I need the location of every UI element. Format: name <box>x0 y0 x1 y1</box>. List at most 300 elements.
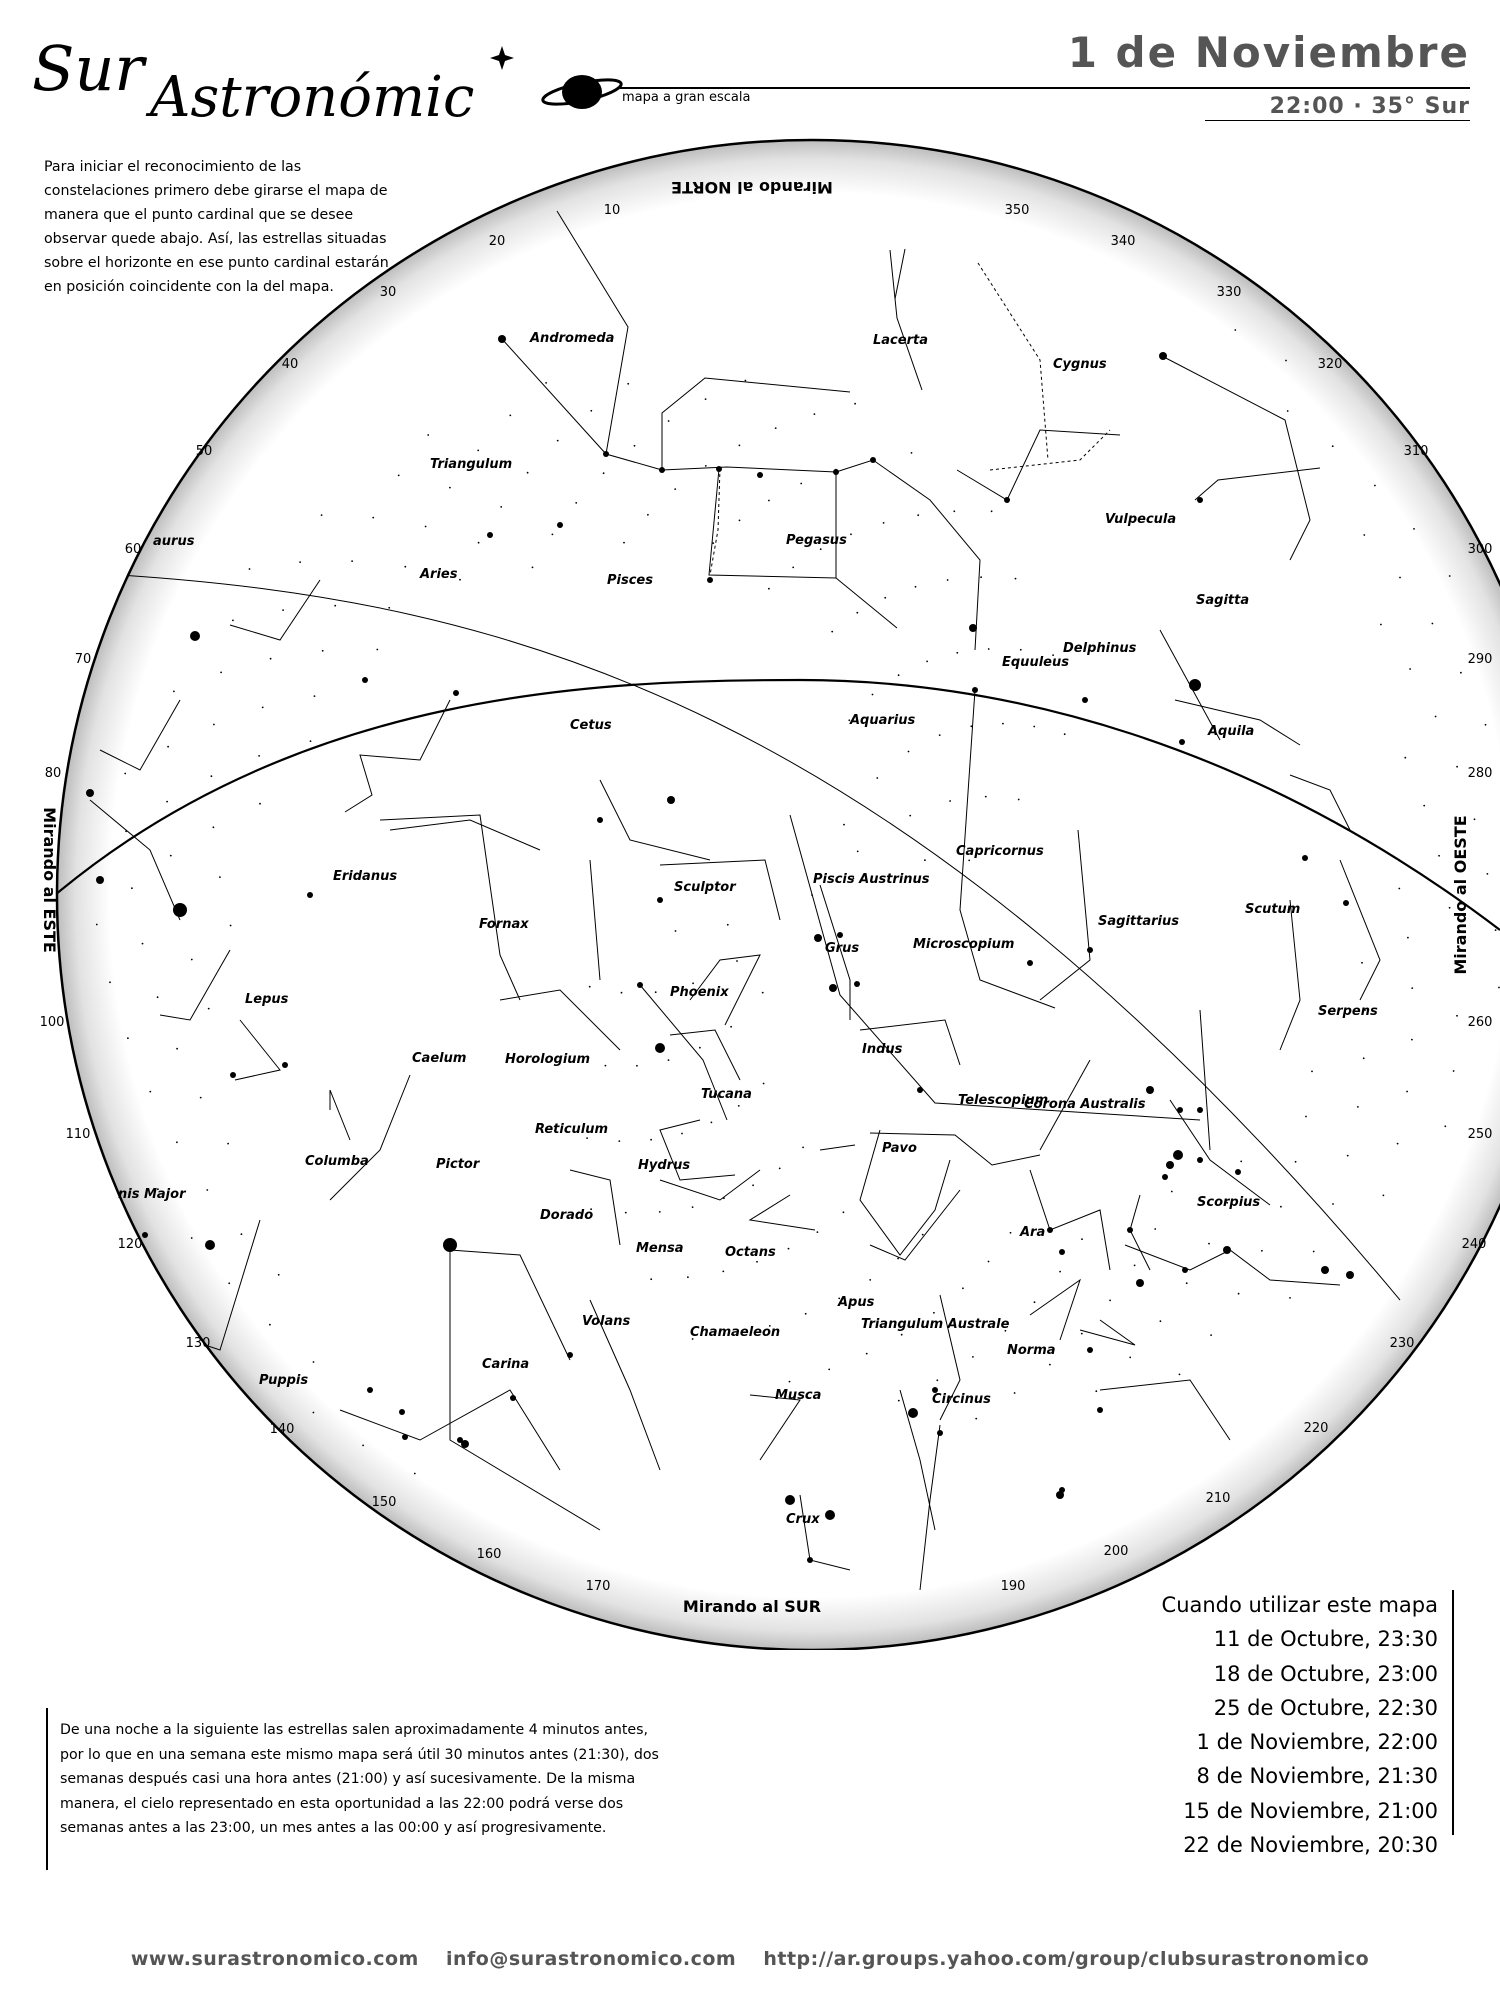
star <box>230 1072 236 1078</box>
faint-star <box>96 924 98 926</box>
star <box>1223 1246 1231 1254</box>
constellation-label: nis Major <box>118 1187 186 1202</box>
faint-star <box>1154 1228 1156 1230</box>
star <box>908 1408 918 1418</box>
faint-star <box>926 661 928 663</box>
faint-star <box>768 500 770 502</box>
faint-star <box>200 1097 202 1099</box>
faint-star <box>509 415 511 417</box>
faint-star <box>843 1211 845 1213</box>
faint-star <box>924 859 926 861</box>
star <box>1189 679 1201 691</box>
faint-star <box>1234 329 1236 331</box>
faint-star <box>850 533 852 535</box>
constellation-label: Octans <box>725 1245 776 1260</box>
faint-star <box>922 1234 924 1236</box>
usage-date: 8 de Noviembre, 21:30 <box>1196 1764 1438 1789</box>
constellation-label: Reticulum <box>535 1122 609 1137</box>
faint-star <box>351 560 353 562</box>
star <box>667 796 675 804</box>
star <box>1162 1174 1168 1180</box>
azimuth-tick-label: 10 <box>603 203 621 218</box>
faint-star <box>730 1026 732 1028</box>
footer-website-link[interactable]: www.surastronomico.com <box>130 1948 419 1970</box>
star <box>1087 947 1093 953</box>
faint-star <box>206 1189 208 1191</box>
azimuth-tick-label: 230 <box>1389 1336 1415 1351</box>
constellation-label: Circinus <box>932 1392 991 1407</box>
faint-star <box>1404 757 1406 759</box>
faint-star <box>404 566 406 568</box>
constellation-label: Telescopium <box>958 1093 1049 1108</box>
intro-paragraph: Para iniciar el reconocimiento de las constelaciones primero debe girarse el mapa de manera que el punto cardinal que se desee observar quede abajo. Así, las estrellas situadas sobre el horizonte en ese punto cardinal estarán en posición coincidente con la del mapa. <box>44 159 389 295</box>
star <box>597 817 603 823</box>
faint-star <box>545 382 547 384</box>
faint-star <box>191 1237 193 1239</box>
star <box>1197 1157 1203 1163</box>
faint-star <box>1095 1390 1097 1392</box>
faint-star <box>314 695 316 697</box>
star <box>837 932 843 938</box>
faint-star <box>820 548 822 550</box>
faint-star <box>884 597 886 599</box>
faint-star <box>500 506 502 508</box>
star <box>854 981 860 987</box>
faint-star <box>831 631 833 633</box>
faint-star <box>313 1361 315 1363</box>
faint-star <box>872 694 874 696</box>
azimuth-tick-label: 60 <box>124 542 142 557</box>
star <box>937 1430 943 1436</box>
constellation-label: Indus <box>862 1042 903 1057</box>
faint-star <box>220 672 222 674</box>
faint-star <box>1081 1333 1083 1335</box>
constellation-label: Chamaeleon <box>690 1325 781 1340</box>
faint-star <box>802 1147 804 1149</box>
faint-star <box>321 514 323 516</box>
star <box>829 984 837 992</box>
azimuth-tick-label: 150 <box>371 1495 397 1510</box>
azimuth-tick-label: 190 <box>1000 1579 1026 1594</box>
constellation-label: Grus <box>825 941 860 956</box>
usage-date: 1 de Noviembre, 22:00 <box>1196 1730 1438 1755</box>
faint-star <box>1332 1203 1334 1205</box>
star <box>96 876 104 884</box>
constellation-label: Phoenix <box>670 985 729 1000</box>
faint-star <box>650 1139 652 1141</box>
faint-star <box>866 1353 868 1355</box>
faint-star <box>1332 445 1334 447</box>
faint-star <box>788 1248 790 1250</box>
faint-star <box>1411 1039 1413 1041</box>
faint-star <box>259 803 261 805</box>
faint-star <box>1406 1091 1408 1093</box>
faint-star <box>621 992 623 994</box>
faint-star <box>647 514 649 516</box>
faint-star <box>857 851 859 853</box>
constellation-label: Andromeda <box>530 331 615 346</box>
azimuth-tick-label: 280 <box>1467 766 1493 781</box>
faint-star <box>1363 1057 1365 1059</box>
constellation-label: Sagitta <box>1196 593 1250 608</box>
faint-star <box>625 1212 627 1214</box>
faint-star <box>936 1379 938 1381</box>
azimuth-tick-label: 170 <box>585 1579 611 1594</box>
faint-star <box>1435 716 1437 718</box>
faint-star <box>1474 818 1476 820</box>
faint-star <box>956 652 958 654</box>
faint-star <box>527 472 529 474</box>
faint-star <box>124 773 126 775</box>
star <box>1159 352 1167 360</box>
constellation-label: Norma <box>1007 1343 1056 1358</box>
faint-star <box>477 450 479 452</box>
faint-star <box>157 996 159 998</box>
faint-star <box>173 691 175 693</box>
label-mirando-sur: Mirando al SUR <box>682 1597 822 1616</box>
azimuth-tick-label: 130 <box>185 1336 211 1351</box>
constellation-label: Ara <box>1020 1225 1046 1240</box>
constellation-label: Fornax <box>479 917 529 932</box>
faint-star <box>817 1231 819 1233</box>
faint-star <box>191 959 193 961</box>
faint-star <box>425 526 427 528</box>
star <box>1302 855 1308 861</box>
constellation-label: Horologium <box>505 1052 591 1067</box>
faint-star <box>334 605 336 607</box>
logo-subtitle: mapa a gran escala <box>622 90 751 105</box>
star <box>1166 1161 1174 1169</box>
logo-astronomic-text: Astronómic <box>150 65 475 128</box>
star <box>557 522 563 528</box>
star <box>1179 739 1185 745</box>
map-date-title: 1 de Noviembre <box>1067 28 1470 77</box>
faint-star <box>1413 528 1415 530</box>
faint-star <box>376 649 378 651</box>
faint-star <box>213 724 215 726</box>
star <box>190 631 200 641</box>
faint-star <box>1285 360 1287 362</box>
faint-star <box>636 1065 638 1067</box>
azimuth-tick-label: 140 <box>269 1422 295 1437</box>
faint-star <box>901 1334 903 1336</box>
faint-star <box>763 1083 765 1085</box>
constellation-label: Eridanus <box>333 869 398 884</box>
faint-star <box>908 751 910 753</box>
faint-star <box>909 815 911 817</box>
azimuth-tick-label: 220 <box>1303 1421 1329 1436</box>
faint-star <box>618 1140 620 1142</box>
faint-star <box>176 1141 178 1143</box>
faint-star <box>270 658 272 660</box>
faint-star <box>605 1065 607 1067</box>
star <box>307 892 313 898</box>
azimuth-tick-label: 260 <box>1467 1015 1493 1030</box>
azimuth-tick-label: 250 <box>1467 1127 1493 1142</box>
star <box>1197 1107 1203 1113</box>
azimuth-tick-label: 320 <box>1317 357 1343 372</box>
constellation-label: Piscis Austrinus <box>813 872 930 887</box>
faint-star <box>988 648 990 650</box>
faint-star <box>278 1274 280 1276</box>
star <box>1082 697 1088 703</box>
constellation-label: Cygnus <box>1053 357 1107 372</box>
star <box>1321 1266 1329 1274</box>
faint-star <box>586 1137 588 1139</box>
faint-star <box>1399 577 1401 579</box>
faint-star <box>705 465 707 467</box>
faint-star <box>1485 724 1487 726</box>
faint-star <box>898 674 900 676</box>
faint-star <box>1456 766 1458 768</box>
star <box>1004 497 1010 503</box>
constellation-label: Lacerta <box>873 333 928 348</box>
faint-star <box>1081 1238 1083 1240</box>
constellation-label: Aries <box>420 567 458 582</box>
usage-title: Cuando utilizar este mapa <box>1161 1593 1438 1617</box>
faint-star <box>752 1184 754 1186</box>
faint-star <box>299 561 301 563</box>
star <box>1346 1271 1354 1279</box>
azimuth-tick-label: 300 <box>1467 542 1493 557</box>
constellation-label: Columba <box>305 1154 369 1169</box>
azimuth-tick-label: 290 <box>1467 652 1493 667</box>
usage-date: 25 de Octubre, 22:30 <box>1213 1695 1438 1720</box>
star <box>498 335 506 343</box>
usage-rule <box>1452 1590 1454 1835</box>
star <box>657 897 663 903</box>
star <box>487 532 493 538</box>
faint-star <box>1361 962 1363 964</box>
faint-star <box>1015 578 1017 580</box>
faint-star <box>985 796 987 798</box>
faint-star <box>1186 1282 1188 1284</box>
constellation-label: Puppis <box>259 1373 309 1388</box>
faint-star <box>1210 1334 1212 1336</box>
faint-star <box>1409 668 1411 670</box>
faint-star <box>1002 723 1004 725</box>
faint-star <box>805 1313 807 1315</box>
star <box>785 1495 795 1505</box>
faint-star <box>372 517 374 519</box>
faint-star <box>727 924 729 926</box>
faint-star <box>980 576 982 578</box>
faint-star <box>854 403 856 405</box>
faint-star <box>933 1312 935 1314</box>
star <box>825 1510 835 1520</box>
faint-star <box>1438 855 1440 857</box>
footer-group-link[interactable]: http://ar.groups.yahoo.com/group/clubsurastronomico <box>763 1948 1370 1970</box>
faint-star <box>692 1206 694 1208</box>
faint-star <box>1179 1374 1181 1376</box>
star <box>362 677 368 683</box>
faint-star <box>898 1400 900 1402</box>
faint-star <box>947 579 949 581</box>
faint-star <box>953 510 955 512</box>
star <box>1182 1267 1188 1273</box>
constellation-label: Volans <box>582 1314 631 1329</box>
faint-star <box>779 1168 781 1170</box>
constellation-label: Cetus <box>570 718 612 733</box>
faint-star <box>775 427 777 429</box>
faint-star <box>738 1105 740 1107</box>
faint-star <box>532 567 534 569</box>
faint-star <box>478 542 480 544</box>
faint-star <box>449 487 451 489</box>
constellation-label: Microscopium <box>913 937 1015 952</box>
star <box>659 467 665 473</box>
faint-star <box>917 514 919 516</box>
faint-star <box>208 1008 210 1010</box>
azimuth-tick-label: 210 <box>1205 1491 1231 1506</box>
usage-dates-box <box>1162 1588 1438 1862</box>
azimuth-tick-label: 350 <box>1004 203 1030 218</box>
faint-star <box>911 452 913 454</box>
faint-star <box>1010 1232 1012 1234</box>
faint-star <box>1432 623 1434 625</box>
faint-star <box>262 707 264 709</box>
azimuth-tick-label: 20 <box>488 234 506 249</box>
star <box>399 1409 405 1415</box>
usage-date: 15 de Noviembre, 21:00 <box>1183 1798 1438 1823</box>
faint-star <box>590 410 592 412</box>
star <box>1343 900 1349 906</box>
faint-star <box>459 579 461 581</box>
faint-star <box>603 472 605 474</box>
faint-star <box>756 1261 758 1263</box>
star <box>1097 1407 1103 1413</box>
faint-star <box>1380 624 1382 626</box>
constellation-label: Lepus <box>245 992 289 1007</box>
faint-star <box>1018 799 1020 801</box>
azimuth-tick-label: 110 <box>65 1127 91 1142</box>
faint-star <box>1411 987 1413 989</box>
star <box>443 1238 457 1252</box>
azimuth-tick-label: 240 <box>1461 1237 1487 1252</box>
faint-star <box>414 1473 416 1475</box>
star <box>807 1557 813 1563</box>
faint-star <box>388 607 390 609</box>
faint-star <box>1287 410 1289 412</box>
faint-star <box>1357 1106 1359 1108</box>
azimuth-tick-label: 120 <box>117 1237 143 1252</box>
faint-star <box>1240 1161 1242 1163</box>
faint-star <box>1423 805 1425 807</box>
faint-star <box>792 567 794 569</box>
constellation-label: Pictor <box>436 1157 480 1172</box>
faint-star <box>1487 873 1489 875</box>
faint-star <box>176 1048 178 1050</box>
constellation-label: Vulpecula <box>1105 512 1177 527</box>
constellation-label: Hydrus <box>638 1158 691 1173</box>
faint-star <box>322 650 324 652</box>
constellation-label: Dorado <box>540 1208 594 1223</box>
faint-star <box>232 620 234 622</box>
faint-star <box>213 826 215 828</box>
label-mirando-este: Mirando al ESTE <box>40 807 59 953</box>
constellation-label: Apus <box>838 1295 875 1310</box>
faint-star <box>634 445 636 447</box>
faint-star <box>1453 1070 1455 1072</box>
faint-star <box>1289 1297 1291 1299</box>
star <box>86 789 94 797</box>
faint-star <box>869 1279 871 1281</box>
faint-star <box>1238 1293 1240 1295</box>
star <box>567 1352 573 1358</box>
faint-star <box>668 420 670 422</box>
faint-star <box>166 801 168 803</box>
star <box>205 1240 215 1250</box>
faint-star <box>768 588 770 590</box>
faint-star <box>1171 1191 1173 1193</box>
faint-star <box>970 725 972 727</box>
faint-star <box>1495 929 1497 931</box>
constellation-label: Sagittarius <box>1098 914 1179 929</box>
constellation-label: Pisces <box>607 573 653 588</box>
faint-star <box>872 459 874 461</box>
faint-star <box>962 1287 964 1289</box>
constellation-label: Crux <box>786 1512 820 1527</box>
faint-star <box>988 1261 990 1263</box>
faint-star <box>736 960 738 962</box>
azimuth-tick-label: 200 <box>1103 1544 1129 1559</box>
azimuth-tick-label: 30 <box>379 285 397 300</box>
star <box>757 472 763 478</box>
faint-star <box>109 981 111 983</box>
faint-star <box>939 734 941 736</box>
faint-star <box>968 860 970 862</box>
star <box>1127 1227 1133 1233</box>
constellation-label: Scutum <box>1245 902 1301 917</box>
faint-star <box>1160 1320 1162 1322</box>
faint-star <box>249 568 251 570</box>
faint-star <box>1311 1071 1313 1073</box>
star <box>142 1232 148 1238</box>
footer-links <box>0 1948 1500 1970</box>
faint-star <box>705 398 707 400</box>
faint-star <box>1034 1301 1036 1303</box>
usage-date: 22 de Noviembre, 20:30 <box>1183 1833 1438 1858</box>
faint-star <box>675 930 677 932</box>
faint-star <box>241 1233 243 1235</box>
azimuth-tick-label: 80 <box>44 766 62 781</box>
constellation-label: Equuleus <box>1002 655 1069 670</box>
constellation-label: Scorpius <box>1197 1195 1261 1210</box>
star <box>707 577 713 583</box>
star <box>1047 1227 1053 1233</box>
faint-star <box>739 520 741 522</box>
star <box>1136 1279 1144 1287</box>
faint-star <box>712 542 714 544</box>
faint-star <box>258 755 260 757</box>
constellation-label: Serpens <box>1318 1004 1378 1019</box>
star <box>457 1437 463 1443</box>
footer-email-link[interactable]: info@surastronomico.com <box>445 1948 737 1970</box>
faint-star <box>1449 575 1451 577</box>
faint-star <box>1460 672 1462 674</box>
azimuth-tick-label: 70 <box>74 652 92 667</box>
faint-star <box>789 1381 791 1383</box>
faint-star <box>674 488 676 490</box>
faint-star <box>739 445 741 447</box>
faint-star <box>552 534 554 536</box>
faint-star <box>991 510 993 512</box>
faint-star <box>762 992 764 994</box>
faint-star <box>313 1412 315 1414</box>
faint-star <box>1305 1116 1307 1118</box>
faint-star <box>1033 726 1035 728</box>
constellation-label: Triangulum <box>430 457 513 472</box>
